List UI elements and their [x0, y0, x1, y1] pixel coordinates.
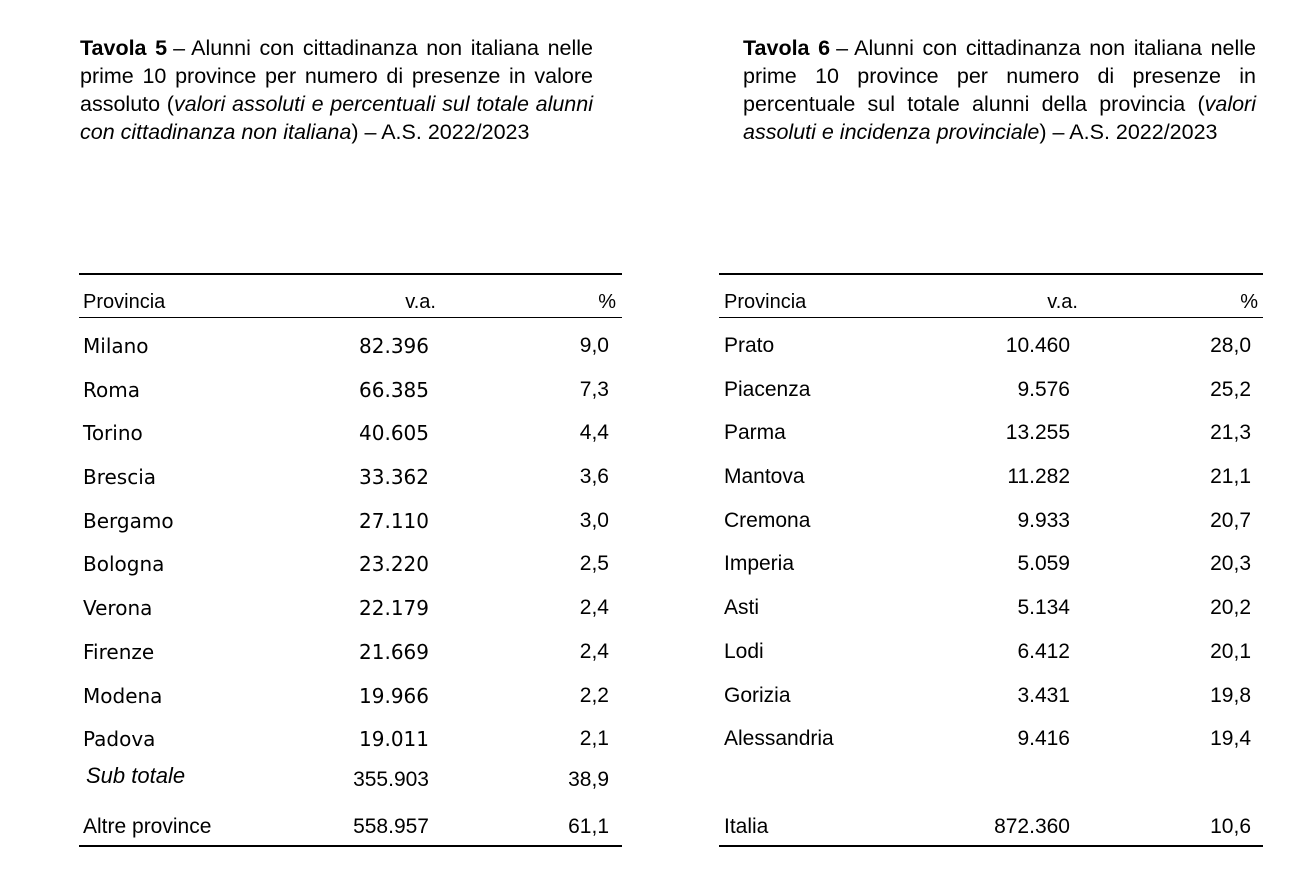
cell-va: 23.220	[359, 552, 429, 577]
header-percent: %	[598, 291, 616, 313]
header-va: v.a.	[1047, 291, 1078, 313]
header-va: v.a.	[405, 291, 436, 313]
cell-provincia: Roma	[83, 377, 140, 402]
cell-percent: 20,1	[1210, 639, 1251, 663]
blank-row	[719, 755, 1263, 799]
tavola-5-label: Tavola 5	[80, 36, 168, 60]
caption-italic: valori assoluti e incidenza provinciale	[743, 92, 1256, 144]
cell-provincia: Padova	[83, 727, 156, 752]
subtotal-percent: 38,9	[568, 767, 609, 791]
cell-va: 40.605	[359, 421, 429, 446]
cell-provincia: Prato	[724, 334, 775, 357]
cell-provincia: Parma	[724, 421, 786, 445]
table-row	[79, 318, 622, 362]
cell-percent: 2,1	[579, 727, 609, 751]
cell-va: 9.576	[1017, 377, 1070, 401]
table-row	[79, 405, 622, 449]
cell-va: 13.255	[1005, 421, 1070, 445]
cell-percent: 4,4	[579, 421, 609, 445]
cell-provincia: Bergamo	[83, 508, 174, 533]
cell-provincia: Cremona	[724, 508, 811, 532]
table-row	[719, 362, 1263, 406]
table-bottom-rule	[79, 845, 622, 847]
cell-percent: 19,8	[1210, 683, 1251, 707]
header-percent: %	[1240, 291, 1258, 313]
cell-va: 27.110	[359, 508, 429, 533]
table-header	[79, 275, 622, 318]
header-provincia: Provincia	[83, 291, 166, 313]
cell-percent: 20,3	[1210, 552, 1251, 576]
cell-provincia: Lodi	[724, 639, 764, 663]
table-row	[79, 449, 622, 493]
cell-va: 3.431	[1017, 683, 1070, 707]
table-row	[719, 405, 1263, 449]
other-label: Altre province	[83, 814, 212, 838]
table-row	[79, 711, 622, 755]
table-row	[79, 668, 622, 712]
table-body	[79, 318, 622, 755]
caption-italic: valori assoluti e percentuali sul totale alunni con cittadinanza non italiana	[80, 92, 593, 144]
cell-percent: 2,5	[579, 552, 609, 576]
table-header	[719, 275, 1263, 318]
cell-percent: 2,4	[579, 596, 609, 620]
cell-percent: 28,0	[1210, 334, 1251, 357]
cell-provincia: Modena	[83, 683, 163, 708]
table-body	[719, 318, 1263, 755]
table-row	[79, 624, 622, 668]
cell-va: 21.669	[359, 639, 429, 664]
cell-percent: 20,7	[1210, 508, 1251, 532]
table-row	[79, 580, 622, 624]
caption-dash: –	[836, 36, 849, 60]
cell-va: 33.362	[359, 465, 429, 490]
table-row	[719, 318, 1263, 362]
total-percent: 10,6	[1210, 814, 1251, 838]
other-percent: 61,1	[568, 814, 609, 838]
tavola-5-table	[79, 273, 622, 847]
tavola-6-table	[719, 273, 1263, 847]
cell-provincia: Gorizia	[724, 683, 791, 707]
table-bottom-rule	[719, 845, 1263, 847]
cell-percent: 21,3	[1210, 421, 1251, 445]
cell-percent: 3,0	[579, 508, 609, 532]
cell-provincia: Firenze	[83, 639, 155, 664]
cell-va: 5.134	[1017, 596, 1070, 620]
cell-provincia: Imperia	[724, 552, 795, 576]
cell-va: 10.460	[1005, 334, 1070, 357]
cell-percent: 2,4	[579, 639, 609, 663]
cell-percent: 9,0	[579, 334, 609, 357]
cell-provincia: Mantova	[724, 465, 805, 489]
cell-va: 9.933	[1017, 508, 1070, 532]
subtotal-va: 355.903	[353, 767, 429, 791]
cell-percent: 19,4	[1210, 727, 1251, 751]
cell-va: 6.412	[1017, 639, 1070, 663]
cell-provincia: Piacenza	[724, 377, 811, 401]
cell-va: 22.179	[359, 596, 429, 621]
other-provinces-row	[79, 799, 622, 845]
cell-va: 19.011	[359, 727, 429, 752]
caption-text: Alunni con cittadinanza non italiana nelle prime 10 province per numero di presenze in percentuale sul totale alunni della provincia (	[743, 36, 1256, 116]
cell-provincia: Milano	[83, 334, 149, 358]
tavola-6-label: Tavola 6	[743, 36, 831, 60]
cell-percent: 7,3	[579, 377, 609, 401]
cell-percent: 2,2	[579, 683, 609, 707]
total-label: Italia	[724, 814, 769, 838]
cell-percent: 25,2	[1210, 377, 1251, 401]
table-row	[719, 668, 1263, 712]
table-row	[719, 449, 1263, 493]
subtotal-row	[79, 755, 622, 799]
cell-va: 11.282	[1007, 465, 1070, 489]
cell-provincia: Torino	[83, 421, 143, 446]
caption-text: Alunni con cittadinanza non italiana nelle prime 10 province per numero di presenze in valore assoluto (	[80, 36, 593, 116]
header-provincia: Provincia	[724, 291, 807, 313]
table-row	[719, 493, 1263, 537]
table-row	[719, 624, 1263, 668]
caption-text-end: ) – A.S. 2022/2023	[1039, 120, 1218, 144]
italia-total-row	[719, 799, 1263, 845]
table-row	[79, 362, 622, 406]
tavola-5-caption	[80, 34, 593, 146]
other-va: 558.957	[353, 814, 429, 838]
cell-va: 9.416	[1017, 727, 1070, 751]
cell-percent: 3,6	[579, 465, 609, 489]
table-row	[79, 536, 622, 580]
caption-text-end: ) – A.S. 2022/2023	[351, 120, 530, 144]
cell-percent: 20,2	[1210, 596, 1251, 620]
cell-va: 82.396	[359, 334, 429, 358]
cell-provincia: Alessandria	[724, 727, 834, 751]
cell-provincia: Brescia	[83, 465, 157, 490]
cell-va: 66.385	[359, 377, 429, 402]
caption-dash: –	[173, 36, 186, 60]
cell-provincia: Asti	[724, 596, 760, 620]
total-va: 872.360	[994, 814, 1070, 838]
table-row	[719, 711, 1263, 755]
table-row	[719, 536, 1263, 580]
cell-provincia: Verona	[83, 596, 153, 621]
table-row	[719, 580, 1263, 624]
cell-va: 5.059	[1017, 552, 1070, 576]
subtotal-label: Sub totale	[86, 762, 186, 788]
cell-percent: 21,1	[1210, 465, 1251, 489]
table-row	[79, 493, 622, 537]
tavola-6-caption	[743, 34, 1256, 146]
cell-va: 19.966	[359, 683, 429, 708]
cell-provincia: Bologna	[83, 552, 165, 577]
